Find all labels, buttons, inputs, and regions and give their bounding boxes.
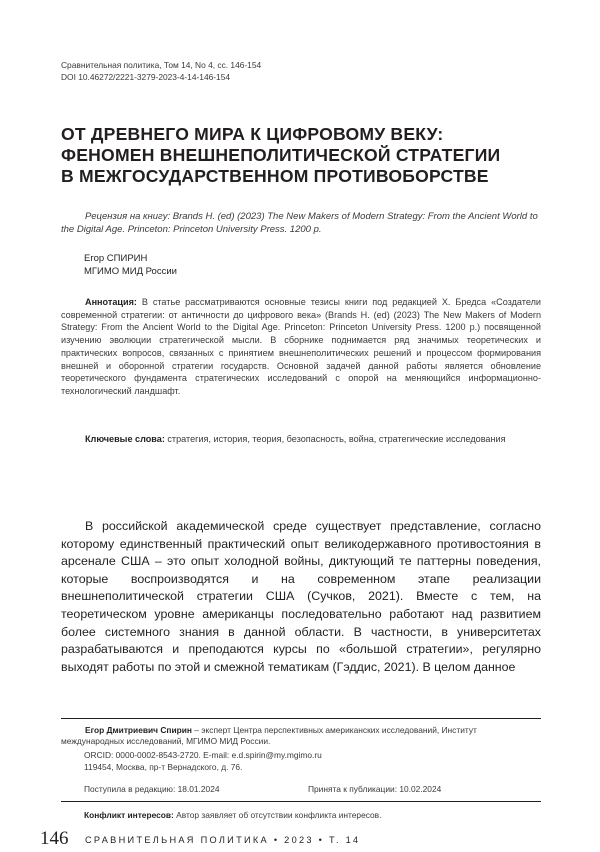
title-line-2: ФЕНОМЕН ВНЕШНЕПОЛИТИЧЕСКОЙ СТРАТЕГИИ <box>61 145 501 165</box>
keywords <box>61 433 541 446</box>
author-block <box>84 252 177 278</box>
doi-line: DOI 10.46272/2221-3279-2023-4-14-146-154 <box>61 71 231 82</box>
article-title <box>61 124 541 187</box>
article-meta <box>61 60 261 83</box>
footnote-orcid: ORCID: 0000-0002-8543-2720. E-mail: e.d.spirin@my.mgimo.ru <box>84 750 322 760</box>
body-paragraph: В российской академической среде существует представление, согласно которому единственный практический опыт великодержавного противостояния в арсенале США – это опыт холодной войны, диктующий те паттерны поведения, которые воспроизводятся и на современном этапе реализации внешнеполитической стратегии США (Сучков, 2021). Вместе с тем, на теоретическом уровне американцы последовательно работают над развитием более системного знания в данной области. В частности, в университетах разрабатываются и преподаются курсы по «большой стратегии», регулярно выходят работы по этой и смежной тематикам (Гэддис, 2021). В целом данное <box>61 519 541 674</box>
author-name: Егор СПИРИН <box>84 253 148 264</box>
footnote-address: 119454, Москва, пр-т Вернадского, д. 76. <box>84 762 243 772</box>
conflict-text: Автор заявляет об отсутствии конфликта интересов. <box>173 810 382 820</box>
author-footnote <box>61 725 541 748</box>
footnote-bio: – эксперт Центра перспективных американских исследований, Институт международных исследований, МГИМО МИД России. <box>61 725 477 747</box>
page-number: 146 <box>40 828 69 849</box>
footnote-author-name: Егор Дмитриевич Спирин <box>85 725 192 735</box>
author-affiliation: МГИМО МИД России <box>84 266 177 277</box>
keywords-label: Ключевые слова: <box>85 434 165 444</box>
abstract <box>61 296 541 398</box>
conflict-divider <box>61 801 541 802</box>
conflict-label: Конфликт интересов: <box>84 810 174 820</box>
received-date: Поступила в редакцию: 18.01.2024 <box>84 784 220 794</box>
title-line-1: ОТ ДРЕВНЕГО МИРА К ЦИФРОВОМУ ВЕКУ: <box>61 124 444 144</box>
journal-running-footer: СРАВНИТЕЛЬНАЯ ПОЛИТИКА • 2023 • Т. 14 <box>85 835 361 845</box>
footnote-divider <box>61 718 541 719</box>
journal-issue-line: Сравнительная политика, Том 14, No 4, сс. 146-154 <box>61 60 262 70</box>
review-reference: Рецензия на книгу: Brands H. (ed) (2023) The New Makers of Modern Strategy: From the Ancient World to the Digital Age. Princeton: Princeton University Press. 1200 р. <box>61 211 538 235</box>
abstract-label: Аннотация: <box>85 297 137 307</box>
accepted-date: Принята к публикации: 10.02.2024 <box>308 784 442 794</box>
keywords-text: стратегия, история, теория, безопасность, война, стратегические исследования <box>164 434 506 444</box>
abstract-text: В статье рассматриваются основные тезисы книги под редакцией Х. Бредса «Создатели современной стратегии: от античности до цифрового века» (Brands H. (ed) (2023) The New Makers of Modern Strategy: From the Ancient World to the Digital Age. Princeton: Princeton University Press. 1200 р.) посвященной изучению эволюции стратегической мысли. В сборнике поднимается ряд значимых теоретических и практических вопросов, связанных с принятием внешнеполитических решений и процессом формирования внешней и оборонной стратегии государств. Основной задачей данной работы является обновление теоретического фундамента стратегических исследований с опорой на меняющийся информационно-технологический ландшафт. <box>61 297 541 396</box>
title-line-3: В МЕЖГОСУДАРСТВЕННОМ ПРОТИВОБОРСТВЕ <box>61 166 489 186</box>
conflict-of-interest <box>84 810 381 820</box>
